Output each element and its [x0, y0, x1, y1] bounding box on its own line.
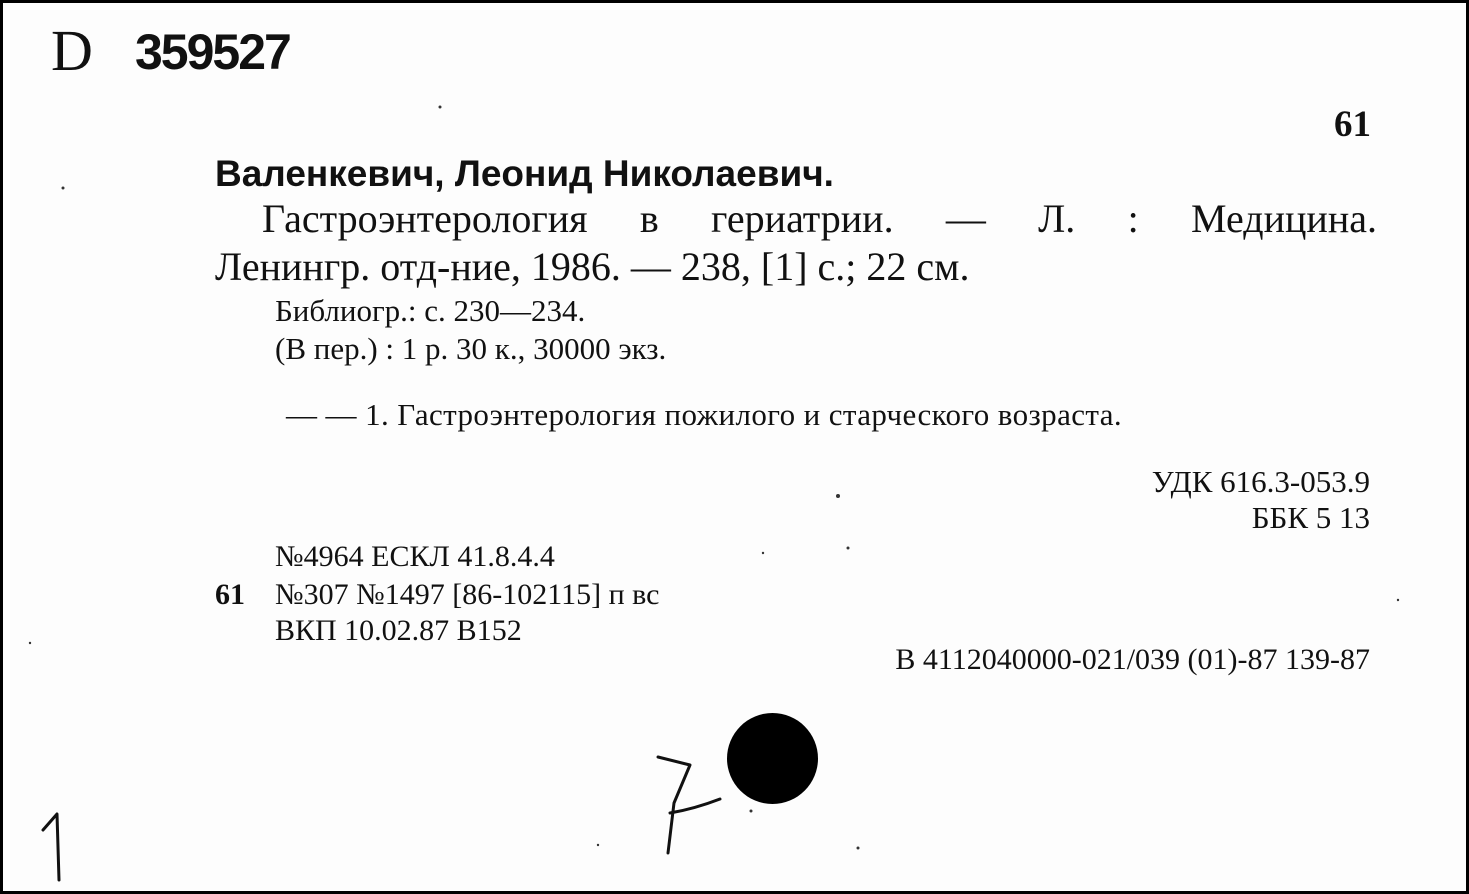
- subject-heading: — — 1. Гастроэнтерология пожилого и старческого возраста.: [286, 397, 1123, 432]
- isbn-line: В 4112040000-021/039 (01)-87 139-87: [895, 643, 1370, 676]
- bibliography-note: Библиогр.: с. 230—234.: [275, 293, 586, 328]
- registry-line-1: №4964 ЕСКЛ 41.8.4.4: [275, 540, 555, 573]
- stamp-number: 359527: [135, 24, 290, 80]
- author-heading: Валенкевич, Леонид Николаевич.: [215, 153, 834, 194]
- card-number: 61: [1334, 104, 1371, 145]
- registry-number: 61: [215, 578, 245, 611]
- title-line-1: Гастроэнтерология в гериатрии. — Л. : Медицина.: [262, 196, 1377, 241]
- registry-line-3: ВКП 10.02.87 В152: [275, 614, 522, 647]
- bbk-code: ББК 5 13: [1251, 500, 1370, 535]
- price-note: (В пер.) : 1 р. 30 к., 30000 экз.: [275, 331, 667, 366]
- stamp-letter: D: [51, 18, 93, 83]
- scan-specks: [3, 3, 1466, 891]
- title-line-2: Ленингр. отд-ние, 1986. — 238, [1] с.; 22 см.: [215, 244, 970, 289]
- udk-code: УДК 616.3-053.9: [1151, 464, 1370, 499]
- registry-line-2: №307 №1497 [86-102115] п вс: [275, 578, 660, 611]
